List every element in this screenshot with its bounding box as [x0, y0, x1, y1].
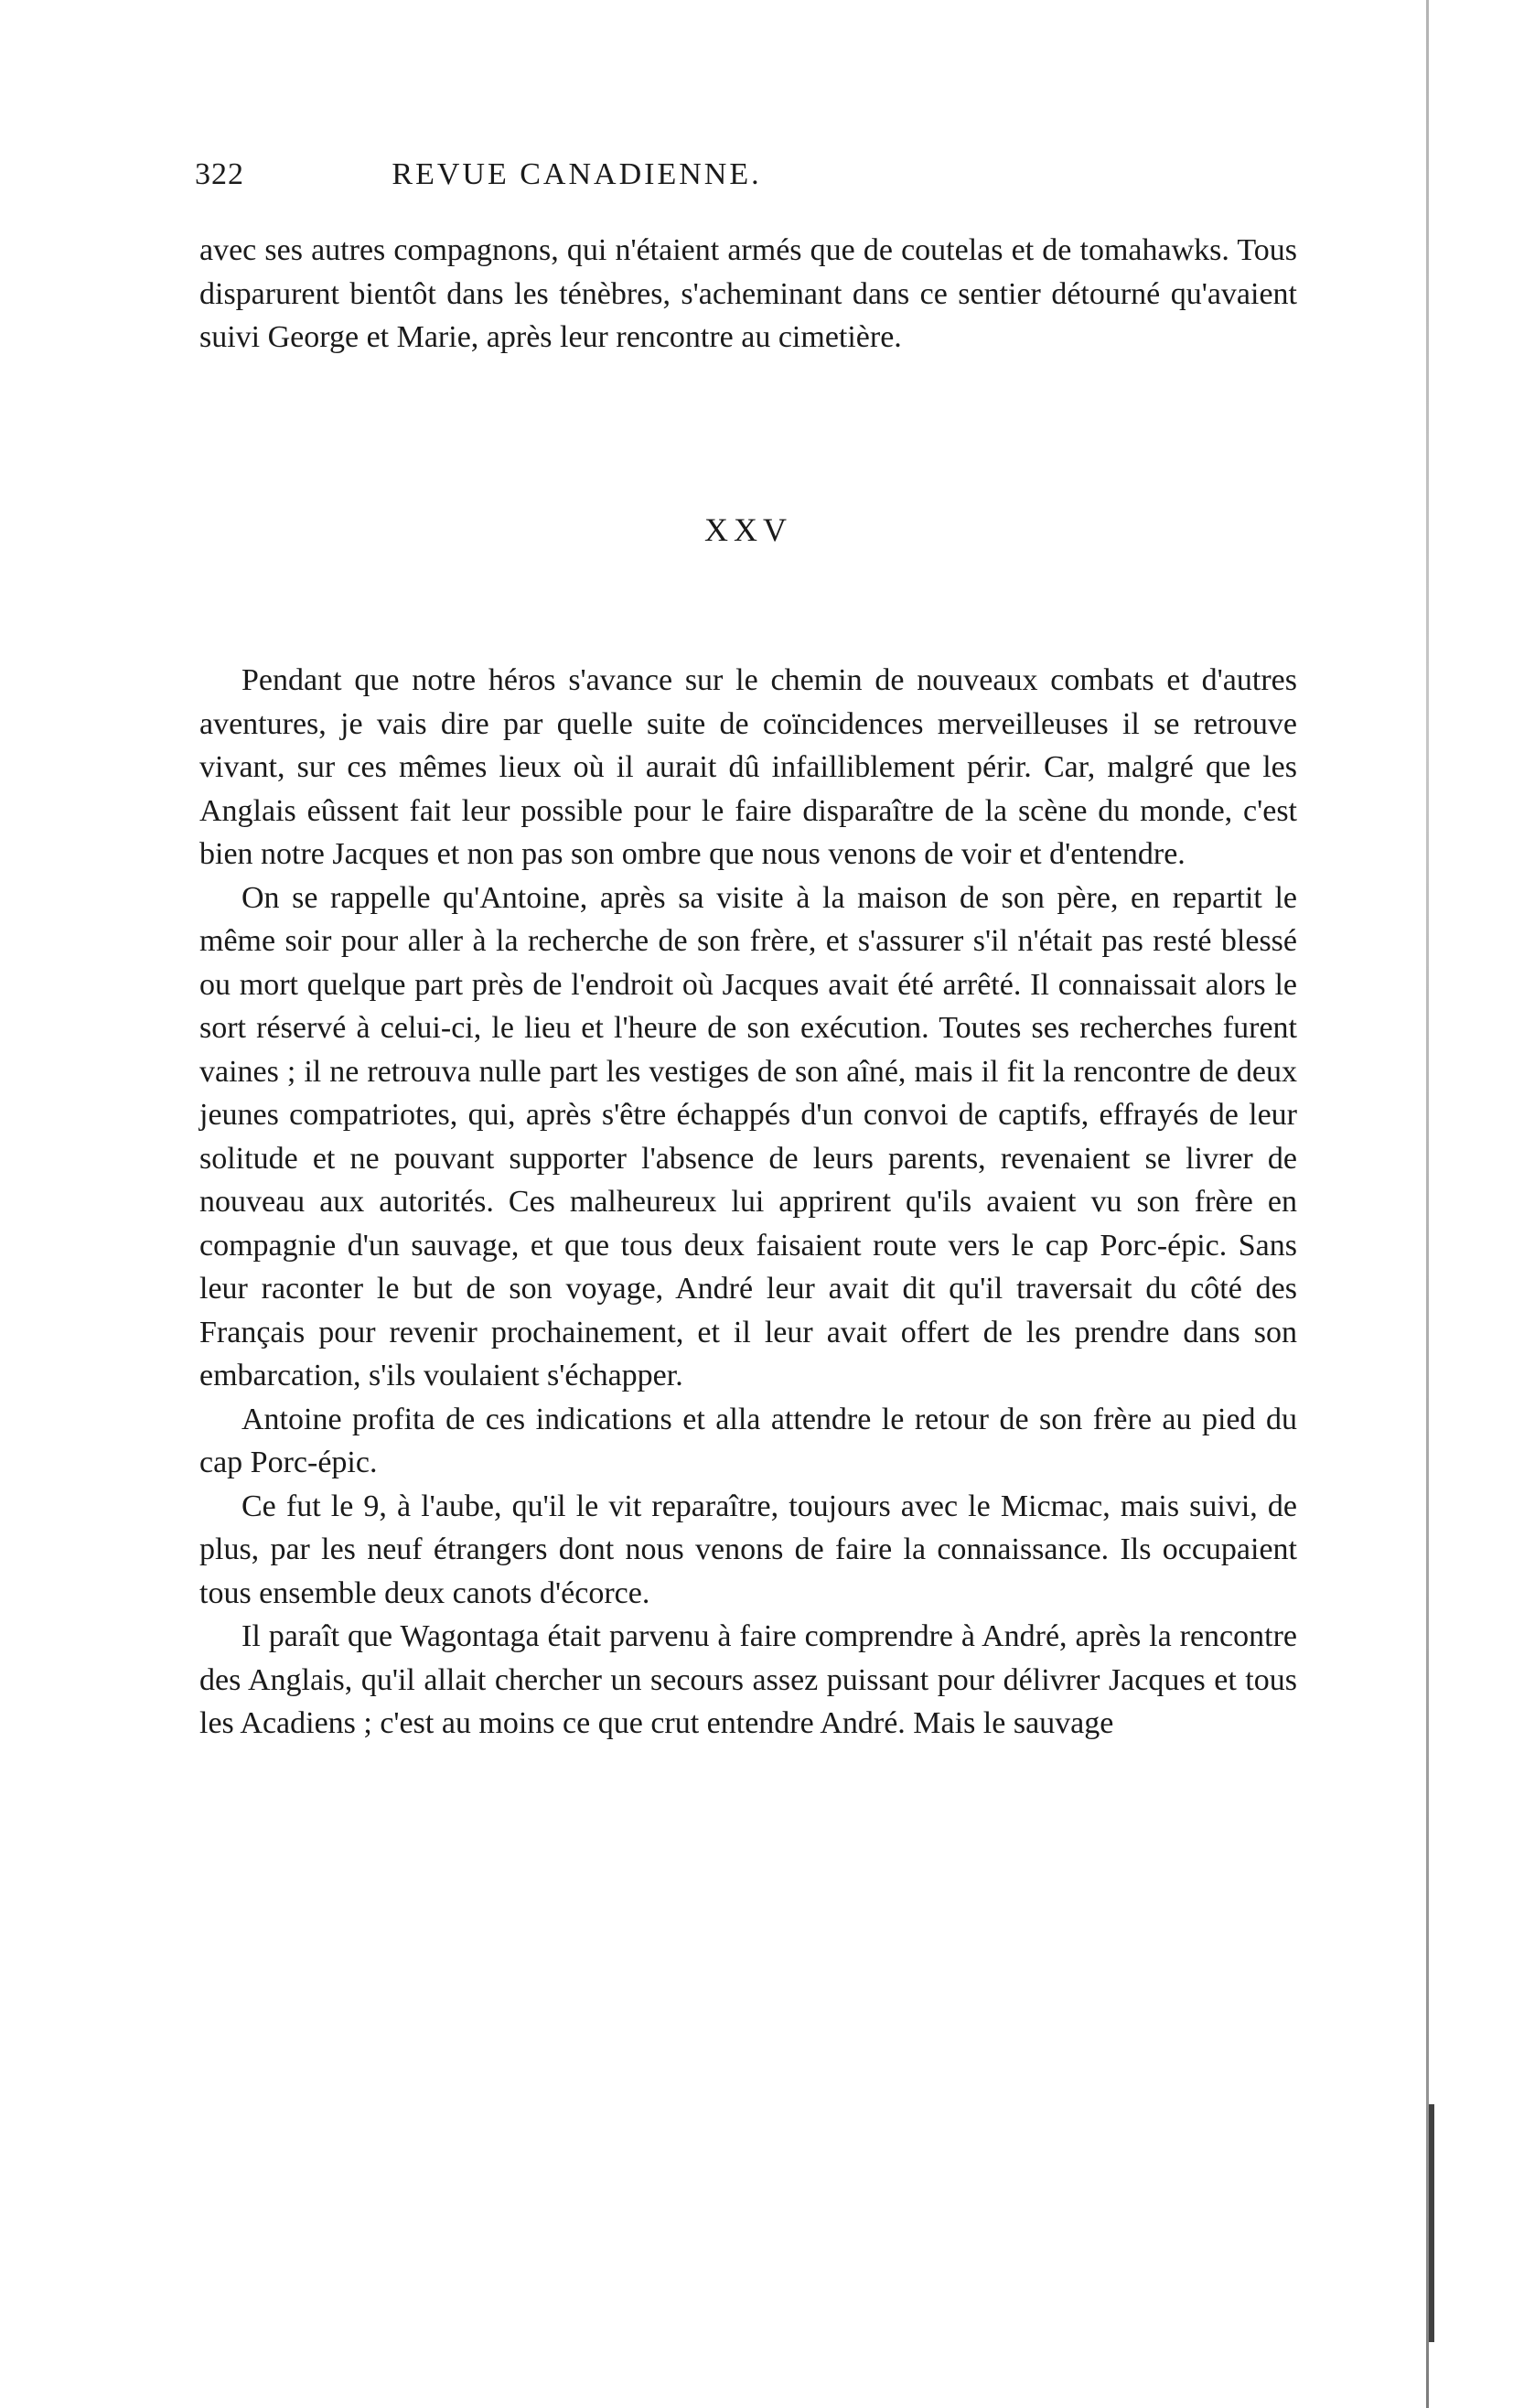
paragraph: On se rappelle qu'Antoine, après sa visite à la maison de son père, en repartit le même soir pour aller à la recherche de son frère, et s'assurer s'il n'était pas resté blessé ou mort quelque part près de l'endroit où Jacques avait été arrêté. Il connaissait alors le sort réservé à celui-ci, le lieu et l'heure de son exécution. Toutes ses recherches furent vaines ; il ne retrouva nulle part les vestiges de son aîné, mais il fit la rencontre de deux jeunes compatriotes, qui, après s'être échappés d'un convoi de captifs, effrayés de leur solitude et ne pouvant supporter l'absence de leurs parents, revenaient se livrer de nouveau aux autorités. Ces malheureux lui apprirent qu'ils avaient vu son frère en compagnie d'un sauvage, et que tous deux faisaient route vers le cap Porc-épic. Sans leur raconter le but de son voyage, André leur avait dit qu'il traversait du côté des Français pour revenir prochainement, et il leur avait offert de les prendre dans son embarcation, s'ils voulaient s'échapper.	[199, 880, 1297, 1392]
paragraph: Il paraît que Wagontaga était parvenu à faire comprendre à André, après la rencontre des Anglais, qu'il allait chercher un secours assez puissant pour délivrer Jacques et tous les Acadiens ; c'est au moins ce que crut entendre André. Mais le sauvage	[199, 1619, 1297, 1740]
paragraph: Pendant que notre héros s'avance sur le chemin de nouveaux combats et d'autres aventures, je vais dire par quelle suite de coïncidences merveilleuses il se retrouve vivant, sur ces mêmes lieux où il aurait dû infailliblement périr. Car, malgré que les Anglais eûssent fait leur possible pour le faire disparaître de la scène du monde, c'est bien notre Jacques et non pas son ombre que nous venons de voir et d'entendre.	[199, 663, 1297, 871]
top-paragraph: avec ses autres compagnons, qui n'étaient armés que de coutelas et de tomahawks. Tous disparurent bientôt dans les ténèbres, s'acheminant dans ce sentier détourné qu'avaient suivi George et Marie, après leur rencontre au cimetière.	[199, 233, 1297, 354]
page-number: 322	[195, 157, 244, 191]
page-header	[195, 157, 959, 203]
top-text-block	[199, 229, 1297, 360]
main-text-block	[199, 659, 1297, 1746]
paragraph: Antoine profita de ces indications et alla attendre le retour de son frère au pied du cap Porc-épic.	[199, 1402, 1297, 1479]
running-head: REVUE CANADIENNE.	[392, 157, 762, 191]
paragraph: Ce fut le 9, à l'aube, qu'il le vit reparaître, toujours avec le Micmac, mais suivi, de plus, par les neuf étrangers dont nous venons de faire la connaissance. Ils occupaient tous ensemble deux canots d'écorce.	[199, 1489, 1297, 1610]
page-edge-shadow	[1426, 0, 1429, 2408]
page-edge-dark-mark	[1429, 2104, 1434, 2342]
chapter-heading: XXV	[704, 511, 792, 548]
